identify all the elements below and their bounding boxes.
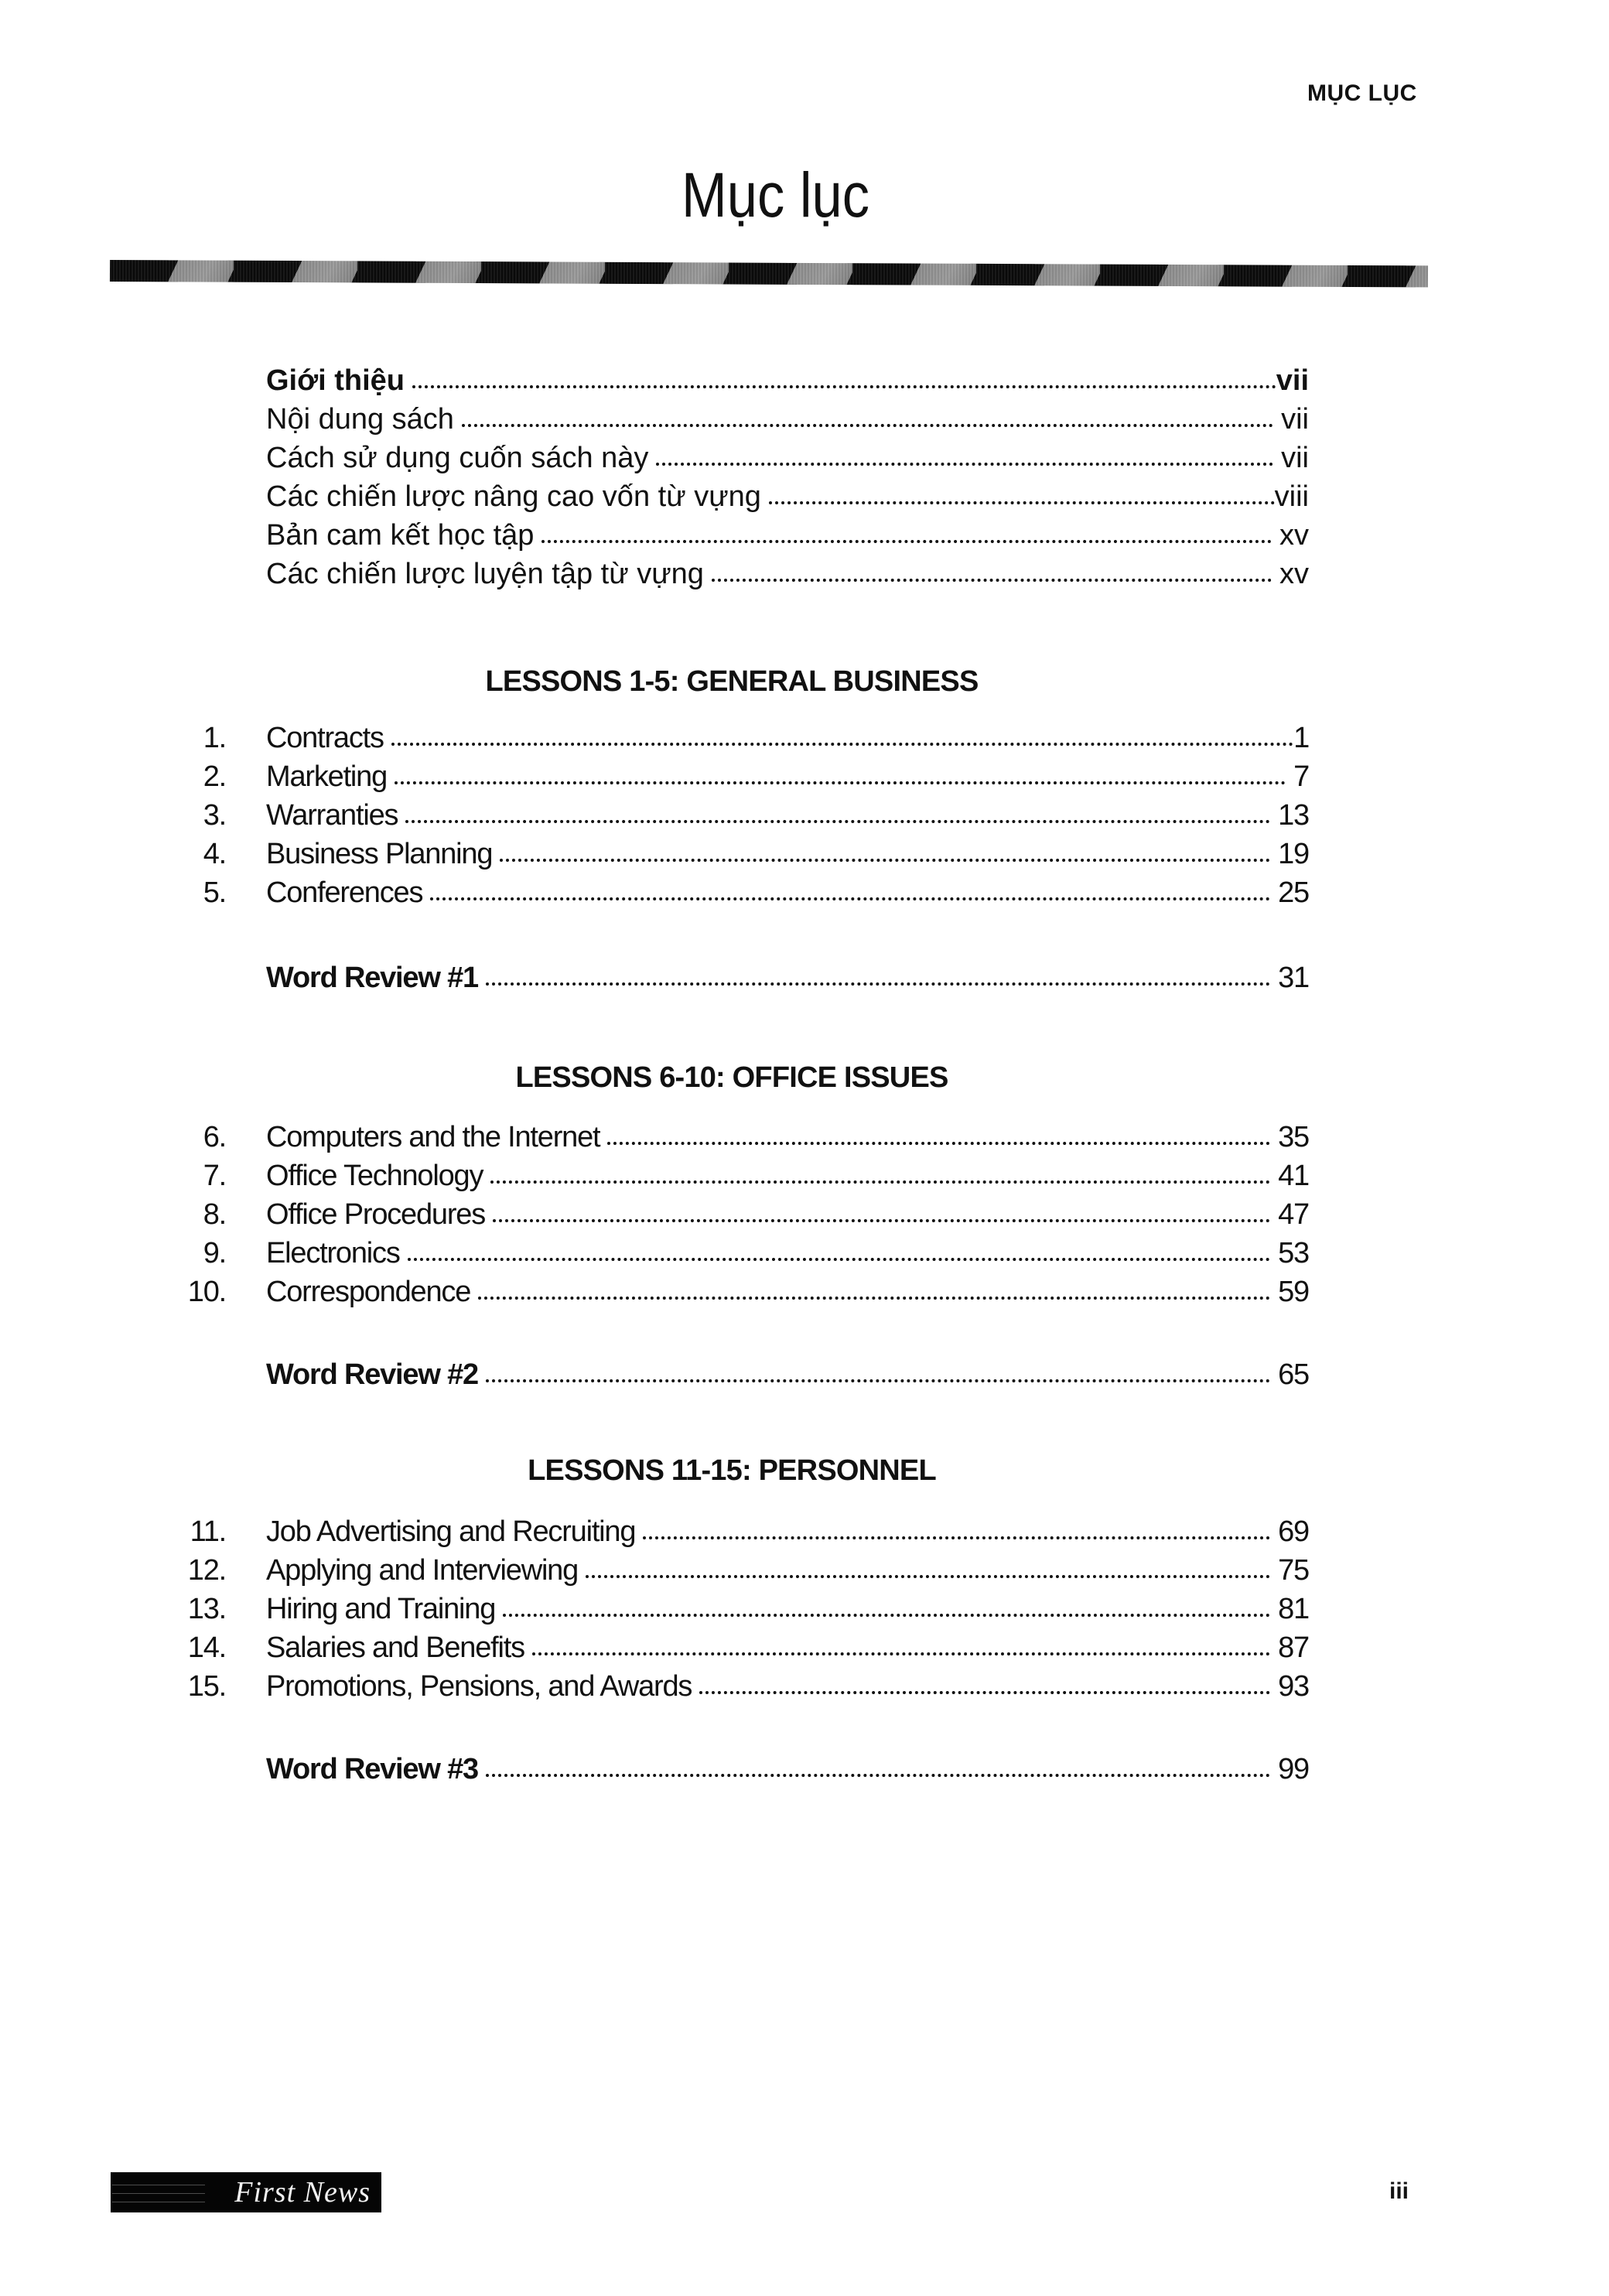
dot-leader (408, 1255, 1270, 1261)
lesson-number: 1. (203, 722, 226, 754)
dot-leader (405, 817, 1270, 823)
publisher-logo (111, 2172, 381, 2212)
dot-leader (430, 894, 1270, 900)
toc-entry-page: 1 (1293, 722, 1309, 754)
toc-entry-lesson[interactable] (155, 1592, 1309, 1626)
toc-entry-title: Computers and the Internet (266, 1121, 600, 1153)
toc-entry-title: Word Review #2 (266, 1358, 478, 1391)
toc-entry-intro[interactable] (155, 557, 1309, 591)
page-number: iii (1389, 2178, 1409, 2204)
toc-entry-page: 65 (1278, 1358, 1309, 1391)
toc-entry-lesson[interactable] (155, 1198, 1309, 1232)
toc-entry-title: Contracts (266, 722, 384, 754)
toc-entry-page: 87 (1278, 1631, 1309, 1664)
toc-entry-page: 47 (1278, 1198, 1309, 1231)
toc-entry-lesson[interactable] (155, 1669, 1309, 1703)
toc-entry-page: 81 (1278, 1593, 1309, 1625)
lesson-number: 3. (203, 799, 226, 832)
page-title: Mục lục (682, 160, 869, 231)
dot-leader (395, 778, 1286, 784)
dot-leader (607, 1139, 1270, 1145)
lesson-number: 6. (203, 1121, 226, 1153)
dot-leader (712, 576, 1272, 582)
decorative-stripe-divider (110, 260, 1428, 287)
toc-entry-title: Conferences (266, 876, 423, 909)
toc-entry-page: 75 (1278, 1554, 1309, 1587)
dot-leader (699, 1688, 1270, 1694)
toc-entry-page: 7 (1293, 760, 1309, 793)
section-heading: LESSONS 6-10: OFFICE ISSUES (515, 1061, 948, 1094)
toc-entry-page: vii (1281, 403, 1309, 436)
toc-entry-intro[interactable] (155, 402, 1309, 436)
toc-entry-title: Word Review #1 (266, 962, 478, 994)
toc-entry-page: vii (1281, 442, 1309, 474)
toc-entry-lesson[interactable] (155, 1553, 1309, 1587)
toc-entry-page: 69 (1278, 1515, 1309, 1548)
toc-entry-page: viii (1274, 480, 1309, 513)
toc-entry-page: 59 (1278, 1276, 1309, 1308)
toc-entry-page: 93 (1278, 1670, 1309, 1703)
dot-leader (643, 1533, 1270, 1539)
toc-entry-page: 31 (1278, 962, 1309, 994)
toc-entry-lesson[interactable] (155, 798, 1309, 832)
dot-leader (478, 1293, 1270, 1300)
toc-entry-intro[interactable] (155, 441, 1309, 475)
toc-entry-intro[interactable] (155, 518, 1309, 552)
toc-entry-title: Electronics (266, 1237, 400, 1269)
lesson-number: 8. (203, 1198, 226, 1231)
toc-entry-lesson[interactable] (155, 1159, 1309, 1193)
lesson-number: 5. (203, 876, 226, 909)
dot-leader (586, 1572, 1270, 1578)
dot-leader (490, 1177, 1270, 1184)
toc-entry-lesson[interactable] (155, 1275, 1309, 1309)
dot-leader (656, 460, 1273, 466)
lesson-number: 4. (203, 838, 226, 870)
dot-leader (412, 382, 1276, 388)
lesson-number: 10. (187, 1276, 226, 1308)
lesson-number: 7. (203, 1160, 226, 1192)
section-heading: LESSONS 1-5: GENERAL BUSINESS (485, 665, 979, 698)
toc-entry-lesson[interactable] (155, 1515, 1309, 1549)
dot-leader (503, 1611, 1270, 1617)
toc-entry-lesson[interactable] (155, 1120, 1309, 1154)
dot-leader (500, 856, 1270, 862)
lesson-number: 12. (187, 1554, 226, 1587)
toc-entry-page: 13 (1278, 799, 1309, 832)
toc-entry-word-review[interactable] (155, 1752, 1309, 1786)
lesson-number: 11. (190, 1515, 226, 1548)
lesson-number: 14. (187, 1631, 226, 1664)
toc-entry-title: Các chiến lược nâng cao vốn từ vựng (266, 480, 761, 513)
toc-entry-lesson[interactable] (155, 876, 1309, 910)
dot-leader (532, 1649, 1270, 1655)
toc-entry-word-review[interactable] (155, 961, 1309, 995)
running-head: MỤC LỤC (1307, 80, 1417, 106)
logo-rule-lines (112, 2180, 205, 2208)
toc-entry-title: Correspondence (266, 1276, 471, 1308)
toc-entry-title: Office Procedures (266, 1198, 486, 1231)
toc-entry-intro[interactable] (155, 480, 1309, 514)
toc-entry-title: Salaries and Benefits (266, 1631, 524, 1664)
toc-entry-title: Bản cam kết học tập (266, 519, 535, 552)
toc-entry-title: Cách sử dụng cuốn sách này (266, 442, 649, 474)
dot-leader (486, 1771, 1270, 1777)
toc-entry-title: Các chiến lược luyện tập từ vựng (266, 558, 704, 590)
toc-entry-page: xv (1279, 558, 1309, 590)
toc-entry-title: Applying and Interviewing (266, 1554, 579, 1587)
toc-entry-title: Marketing (266, 760, 388, 793)
toc-entry-page: 35 (1278, 1121, 1309, 1153)
publisher-name: First News (234, 2176, 371, 2209)
toc-entry-title: Hiring and Training (266, 1593, 496, 1625)
toc-entry-page: 19 (1278, 838, 1309, 870)
toc-entry-page: 41 (1278, 1160, 1309, 1192)
lesson-number: 13. (187, 1593, 226, 1625)
section-heading: LESSONS 11-15: PERSONNEL (528, 1454, 936, 1487)
toc-entry-title: Warranties (266, 799, 398, 832)
toc-entry-page: xv (1279, 519, 1309, 552)
lesson-number: 9. (203, 1237, 226, 1269)
dot-leader (486, 1376, 1270, 1382)
toc-entry-title: Nội dung sách (266, 403, 454, 436)
toc-entry-word-review[interactable] (155, 1358, 1309, 1392)
toc-entry-lesson[interactable] (155, 837, 1309, 871)
toc-entry-lesson[interactable] (155, 1631, 1309, 1665)
toc-entry-title: Promotions, Pensions, and Awards (266, 1670, 692, 1703)
toc-entry-lesson[interactable] (155, 760, 1309, 794)
toc-entry-title: Job Advertising and Recruiting (266, 1515, 636, 1548)
toc-entry-lesson[interactable] (155, 721, 1309, 755)
dot-leader (391, 740, 1293, 746)
lesson-number: 2. (203, 760, 226, 793)
toc-entry-title: Office Technology (266, 1160, 483, 1192)
toc-entry-page: 53 (1278, 1237, 1309, 1269)
toc-entry-title: Word Review #3 (266, 1753, 478, 1785)
dot-leader (769, 498, 1275, 504)
dot-leader (493, 1216, 1270, 1222)
toc-entry-title: Business Planning (266, 838, 493, 870)
toc-entry-lesson[interactable] (155, 1236, 1309, 1270)
toc-entry-page: 25 (1278, 876, 1309, 909)
toc-entry-intro[interactable] (155, 364, 1309, 398)
toc-entry-page: 99 (1278, 1753, 1309, 1785)
toc-entry-page: vii (1276, 364, 1309, 397)
dot-leader (462, 421, 1273, 427)
lesson-number: 15. (187, 1670, 226, 1703)
dot-leader (486, 979, 1270, 986)
dot-leader (541, 537, 1272, 543)
toc-entry-title: Giới thiệu (266, 364, 405, 397)
